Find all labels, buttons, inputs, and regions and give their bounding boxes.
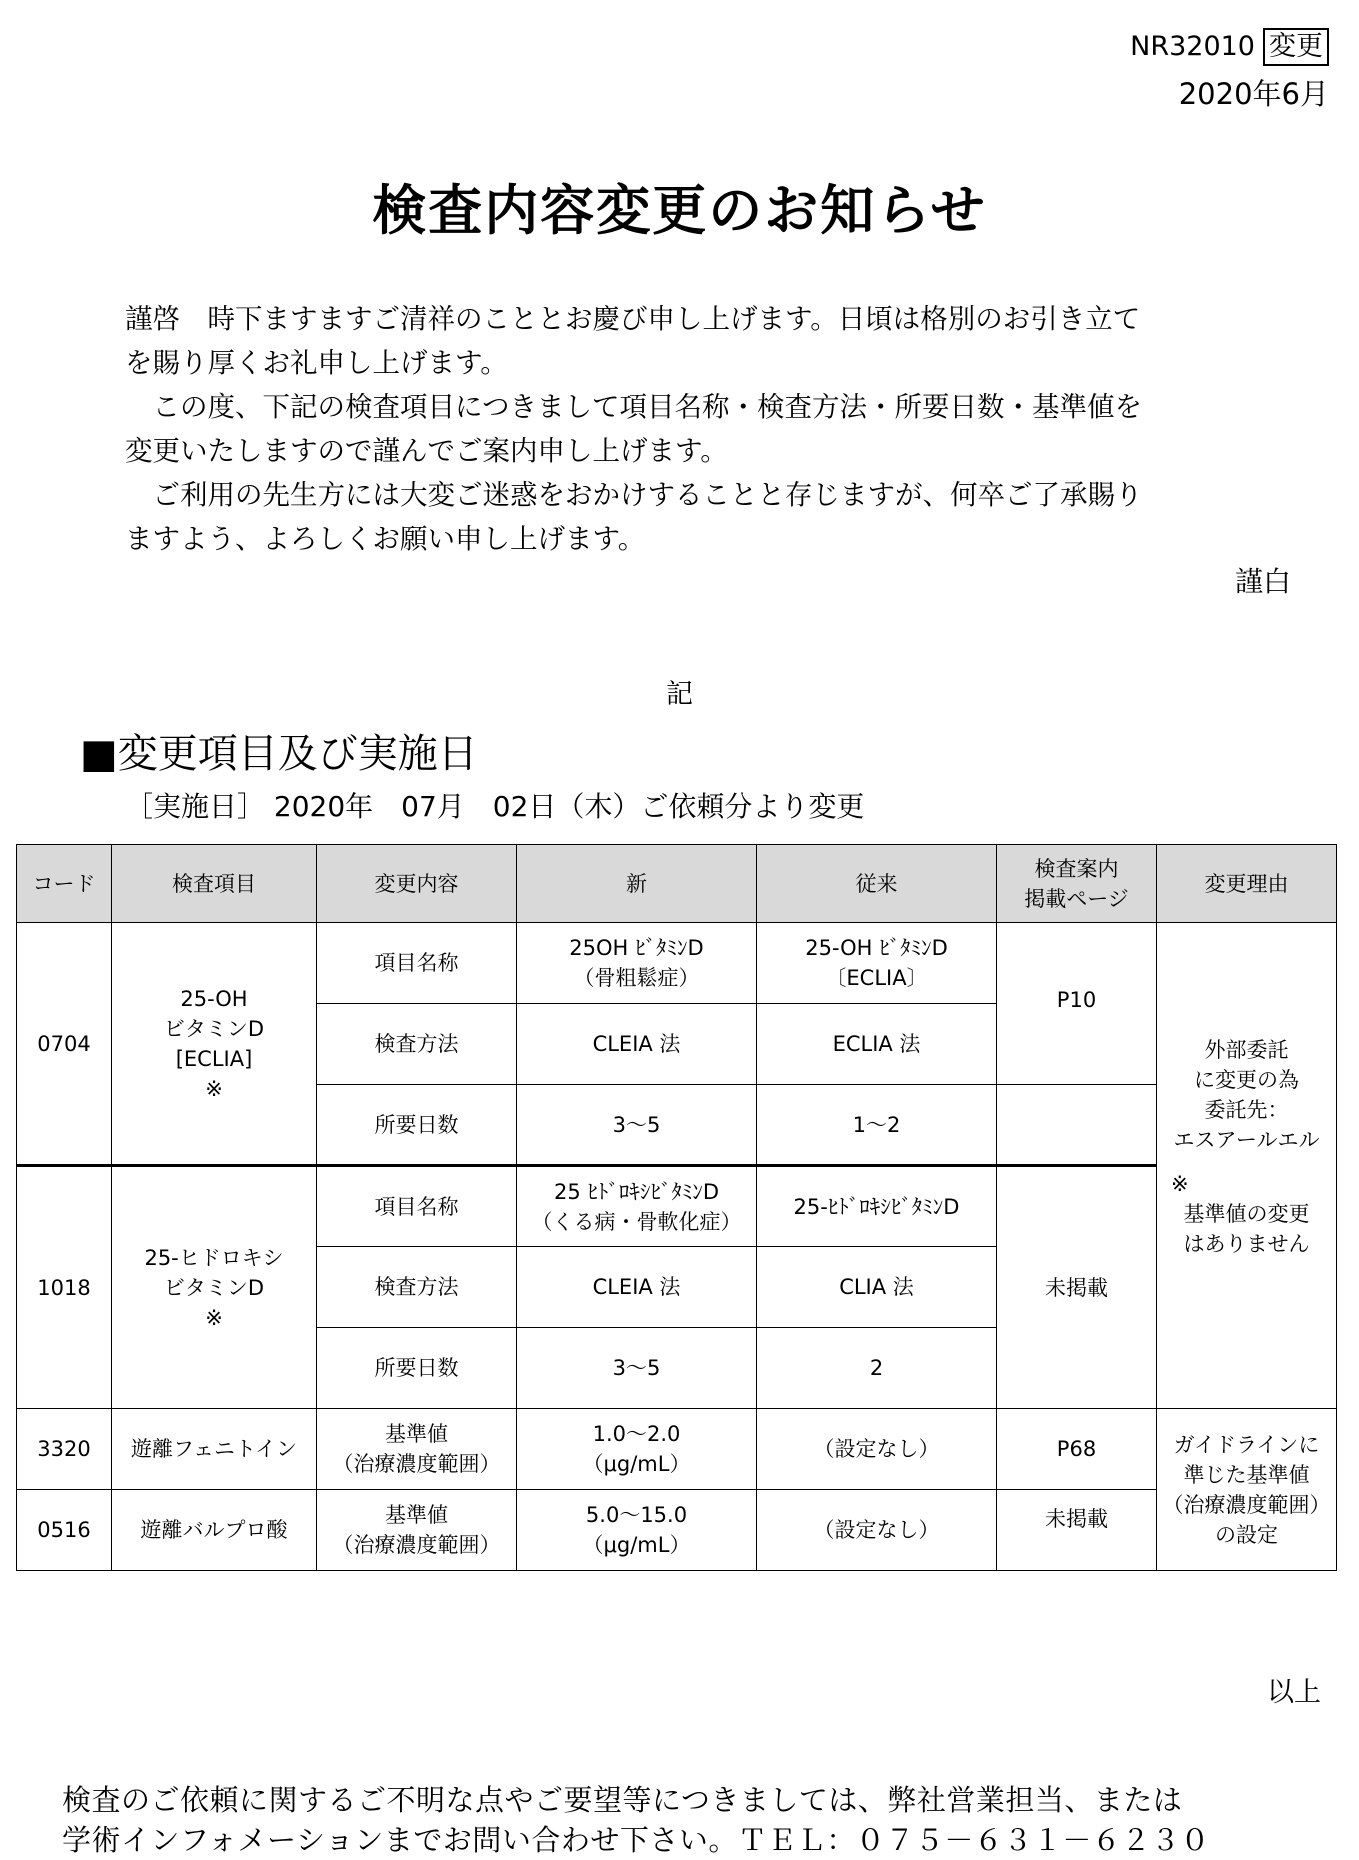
reason-line: （治療濃度範囲） — [1162, 1492, 1331, 1517]
new-cell — [517, 1490, 757, 1571]
ki-mark: 記 — [666, 679, 693, 710]
change-line: （治療濃度範囲） — [332, 1452, 501, 1476]
body-line-5: ご利用の先生方には大変ご迷惑をおかけすることと存じますが、何卒ご了承賜り — [125, 479, 1143, 511]
code-cell: 1018 — [17, 1166, 112, 1409]
change-line: （治療濃度範囲） — [332, 1533, 501, 1557]
header-reason: 変更理由 — [1157, 845, 1337, 923]
old-cell: （設定なし） — [757, 1490, 997, 1571]
new-line: 5.0～15.0 — [585, 1503, 688, 1527]
new-cell: CLEIA 法 — [517, 1004, 757, 1085]
reason-line: エスアールエル — [1173, 1128, 1320, 1152]
body-line-1: 謹啓 時下ますますご清祥のこととお慶び申し上げます。日頃は格別のお引き立て — [125, 303, 1141, 335]
reason-line: に変更の為 — [1194, 1068, 1299, 1092]
body-line-2: を賜り厚くお礼申し上げます。 — [125, 347, 508, 379]
page-cell: P68 — [997, 1409, 1157, 1490]
code-cell: 3320 — [17, 1409, 112, 1490]
new-line: 25 ﾋﾄﾞﾛｷｼﾋﾞﾀﾐﾝD — [553, 1179, 720, 1204]
new-line: 25OH ﾋﾞﾀﾐﾝD — [569, 936, 704, 960]
new-cell: 3～5 — [517, 1328, 757, 1409]
header-page-line2: 掲載ページ — [1024, 886, 1129, 911]
reason-cell — [1157, 923, 1337, 1409]
item-line: ※ — [205, 1076, 223, 1101]
footer-line-1: 検査のご依頼に関するご不明な点やご要望等につきましては、弊社営業担当、または — [62, 1783, 1183, 1817]
code-cell: 0704 — [17, 923, 112, 1166]
closing-word: 謹白 — [1234, 565, 1291, 598]
old-cell: 1～2 — [757, 1085, 997, 1166]
code-cell: 0516 — [17, 1490, 112, 1571]
new-cell — [517, 1409, 757, 1490]
page-cell: 未掲載 — [997, 1490, 1157, 1571]
new-line: （くる病・骨軟化症） — [531, 1209, 742, 1234]
change-cell: 項目名称 — [317, 923, 517, 1004]
new-cell: CLEIA 法 — [517, 1247, 757, 1328]
old-cell: ECLIA 法 — [757, 1004, 997, 1085]
change-cell: 検査方法 — [317, 1247, 517, 1328]
new-line: （μg/mL） — [582, 1452, 691, 1476]
item-line: ビタミンD — [163, 1016, 265, 1041]
body-line-4: 変更いたしますので謹んでご案内申し上げます。 — [125, 435, 728, 467]
old-line: 〔ECLIA〕 — [825, 966, 928, 990]
reason-line: ガイドラインに — [1173, 1432, 1320, 1457]
header-change: 変更内容 — [317, 845, 517, 923]
page-cell: 未掲載 — [997, 1166, 1157, 1409]
document-number: NR32010 — [1130, 31, 1255, 62]
reason-line: はありません — [1183, 1232, 1310, 1256]
section-heading: ■変更項目及び実施日 — [80, 731, 478, 777]
body-line-3: この度、下記の検査項目につきまして項目名称・検査方法・所要日数・基準値を — [125, 391, 1142, 423]
old-cell — [757, 923, 997, 1004]
ijo-closing: 以上 — [1267, 1677, 1321, 1708]
reason-spacer — [1159, 1155, 1334, 1169]
change-cell: 所要日数 — [317, 1328, 517, 1409]
old-cell: CLIA 法 — [757, 1247, 997, 1328]
reason-line: 外部委託 — [1204, 1038, 1289, 1062]
new-line: 1.0～2.0 — [592, 1422, 681, 1446]
reason-line: 準じた基準値 — [1183, 1462, 1310, 1487]
old-cell: 2 — [757, 1328, 997, 1409]
footer-line-2: 学術インフォメーションまでお問い合わせ下さい。ＴＥＬ：０７５－６３１－６２３０ — [62, 1823, 1210, 1857]
new-line: （μg/mL） — [582, 1533, 691, 1557]
change-cell — [317, 1409, 517, 1490]
page-cell: P10 — [997, 923, 1157, 1085]
item-cell: 遊離フェニトイン — [112, 1409, 317, 1490]
reason-line: の設定 — [1215, 1522, 1278, 1547]
change-table — [16, 844, 1337, 1571]
reason-line: 委託先： — [1204, 1098, 1289, 1122]
old-line: 25-OH ﾋﾞﾀﾐﾝD — [805, 936, 948, 960]
reason-note-mark: ※ — [1171, 1172, 1189, 1196]
header-item: 検査項目 — [112, 845, 317, 923]
document-id — [1130, 28, 1329, 66]
item-cell — [112, 923, 317, 1166]
new-cell — [517, 923, 757, 1004]
table-row — [17, 1409, 1337, 1490]
change-cell: 検査方法 — [317, 1004, 517, 1085]
change-badge: 変更 — [1263, 28, 1329, 66]
body-line-6: ますよう、よろしくお願い申し上げます。 — [125, 523, 646, 555]
change-line: 基準値 — [385, 1503, 448, 1527]
new-cell — [517, 1166, 757, 1247]
change-cell: 所要日数 — [317, 1085, 517, 1166]
table-row — [17, 1166, 1337, 1247]
header-code: コード — [17, 845, 112, 923]
item-line: 25-ヒドロキシ — [144, 1245, 284, 1270]
header-page-line1: 検査案内 — [1034, 856, 1119, 881]
header-old: 従来 — [757, 845, 997, 923]
reason-cell — [1157, 1409, 1337, 1571]
old-cell: 25-ﾋﾄﾞﾛｷｼﾋﾞﾀﾐﾝD — [757, 1166, 997, 1247]
table-row — [17, 1490, 1337, 1571]
item-cell: 遊離バルプロ酸 — [112, 1490, 317, 1571]
change-cell: 項目名称 — [317, 1166, 517, 1247]
header-new: 新 — [517, 845, 757, 923]
change-cell — [317, 1490, 517, 1571]
new-line: （骨粗鬆症） — [573, 966, 700, 990]
header-page — [997, 845, 1157, 923]
item-line: 25-OH — [180, 986, 248, 1011]
reason-line: 基準値の変更 — [1183, 1202, 1310, 1226]
new-cell: 3～5 — [517, 1085, 757, 1166]
item-cell — [112, 1166, 317, 1409]
item-line: [ECLIA] — [175, 1046, 253, 1071]
old-cell: （設定なし） — [757, 1409, 997, 1490]
item-line: ビタミンD — [163, 1275, 265, 1300]
table-row — [17, 923, 1337, 1004]
page-cell-empty — [997, 1085, 1157, 1166]
implementation-date: ［実施日］ 2020年 07月 02日（木）ご依頼分より変更 — [125, 790, 865, 823]
table-header-row — [17, 845, 1337, 923]
change-line: 基準値 — [385, 1422, 448, 1446]
item-line: ※ — [205, 1305, 223, 1330]
page-title: 検査内容変更のお知らせ — [372, 179, 987, 242]
issue-date: 2020年6月 — [1178, 77, 1329, 111]
